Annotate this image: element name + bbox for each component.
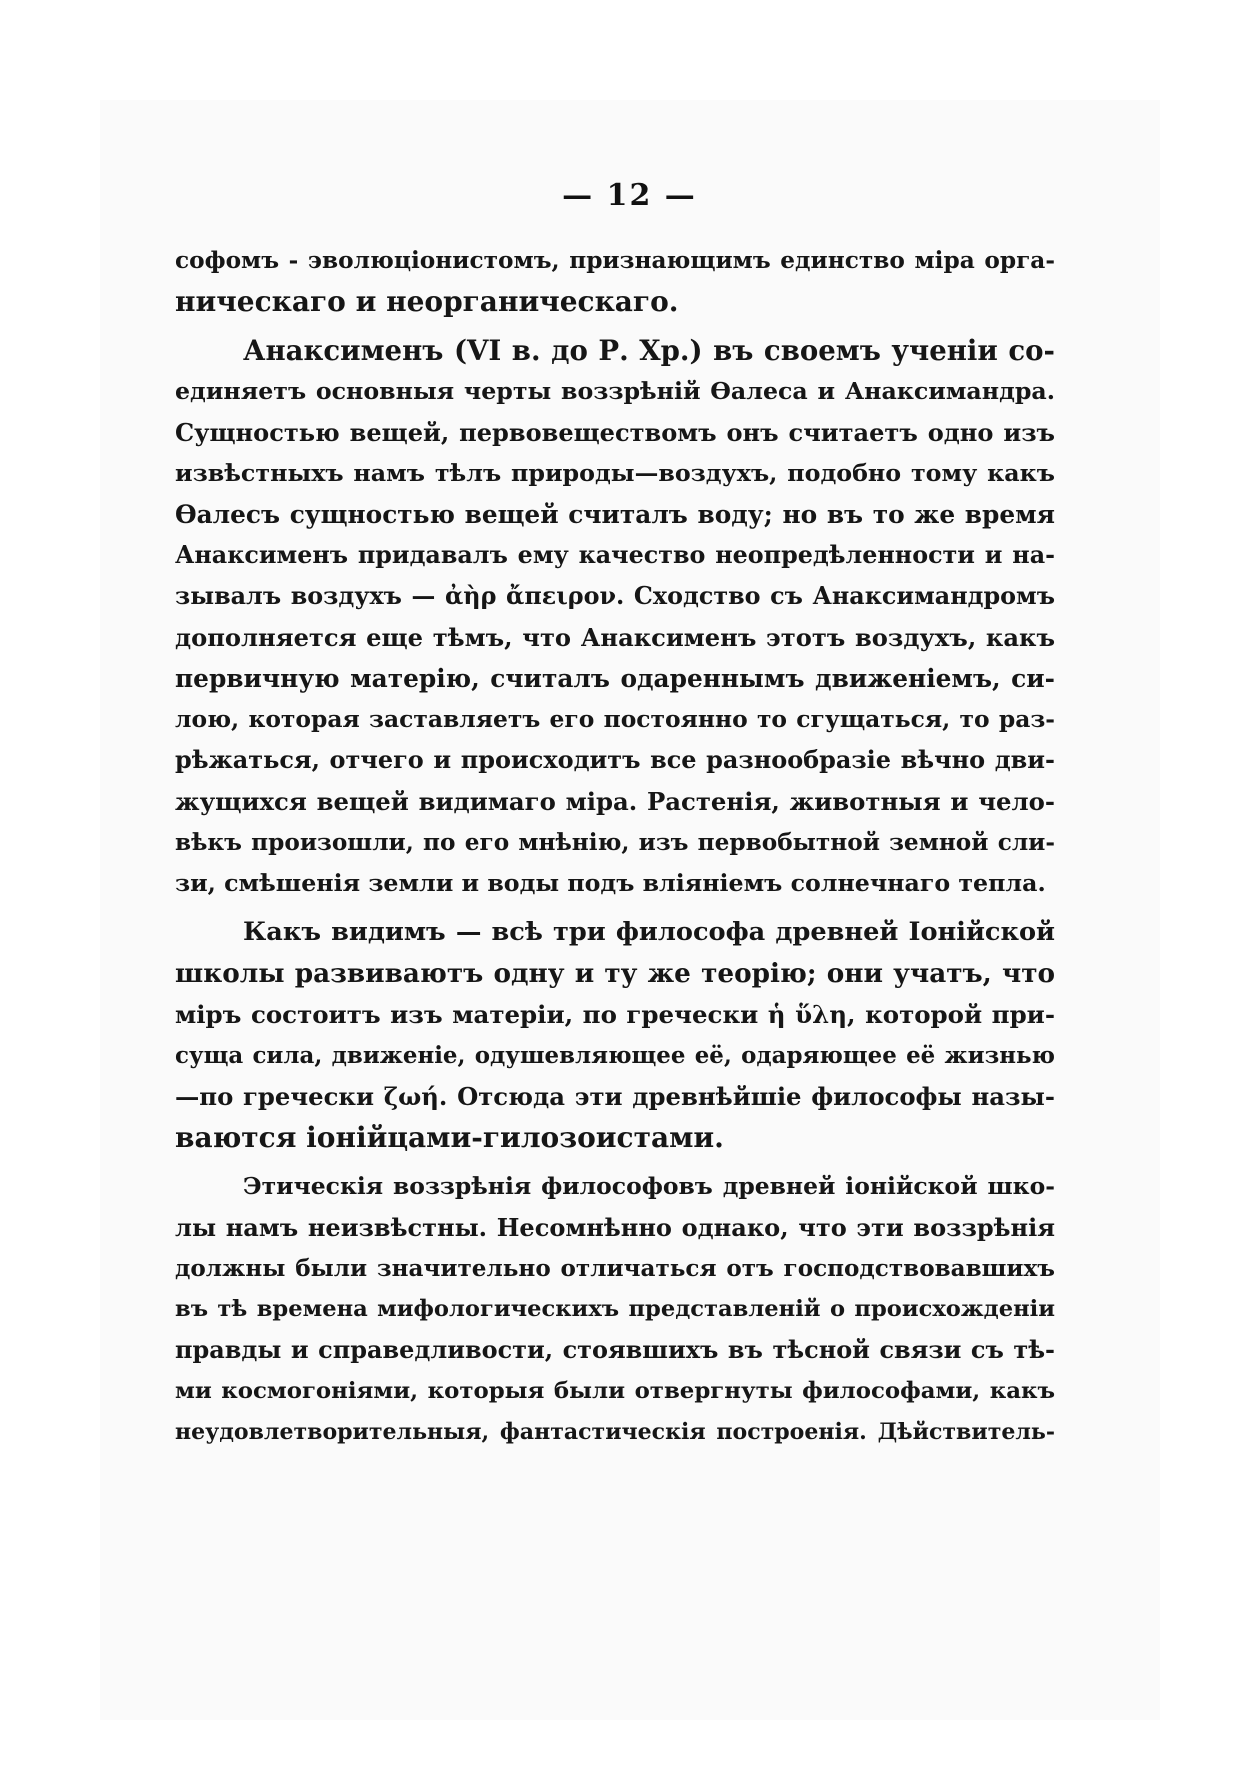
text-line: первичную матерію, считалъ одареннымъ движеніемъ, си- [175, 664, 1055, 693]
text-line: должны были значительно отличаться отъ господствовавшихъ [175, 1255, 1055, 1282]
text-line: лы намъ неизвѣстны. Несомнѣнно однако, что эти воззрѣнія [175, 1213, 1055, 1242]
paragraph-gap [175, 1158, 1055, 1166]
text-line: въ тѣ времена мифологическихъ представленій о происхожденіи [175, 1296, 1055, 1322]
body-text [175, 240, 1055, 1453]
text-line: зывалъ воздухъ — ἀὴρ ἄπειρον. Сходство съ Анаксимандромъ [175, 582, 1055, 610]
text-line: школы развиваютъ одну и ту же теорію; они учатъ, что [175, 958, 1055, 989]
text-line: лою, которая заставляетъ его постоянно то сгущаться, то раз- [175, 705, 1055, 733]
text-line: извѣстныхъ намъ тѣлъ природы—воздухъ, подобно тому какъ [175, 459, 1055, 487]
text-line: Анаксименъ придавалъ ему качество неопредѣленности и на- [175, 541, 1055, 569]
text-line: ническаго и неорганическаго. [175, 285, 679, 318]
text-line: суща сила, движеніе, одушевляющее её, одаряющее её жизнью [175, 1042, 1055, 1069]
text-line: —по гречески ζωή. Отсюда эти древнѣйшіе философы назы- [175, 1082, 1055, 1111]
page-number: — 12 — [562, 178, 697, 213]
text-line: Өалесъ сущностью вещей считалъ воду; но въ то же время [175, 500, 1055, 529]
text-line: Какъ видимъ — всѣ три философа древней Іонійской [243, 917, 1055, 947]
text-line: міръ состоитъ изъ матеріи, по гречески ἡ ὕλη, которой при- [175, 1000, 1055, 1029]
text-line: дополняется еще тѣмъ, что Анаксименъ этотъ воздухъ, какъ [175, 623, 1055, 652]
text-line: Этическія воззрѣнія философовъ древней іонійской шко- [243, 1172, 1055, 1200]
text-line: вѣкъ произошли, по его мнѣнію, изъ первобытной земной сли- [175, 829, 1055, 856]
text-line: правды и справедливости, стоявшихъ въ тѣсной связи съ тѣ- [175, 1336, 1055, 1364]
text-line: рѣжаться, отчего и происходитъ все разнообразіе вѣчно дви- [175, 746, 1055, 774]
text-line: ми космогоніями, которыя были отвергнуты философами, какъ [175, 1378, 1055, 1404]
text-line: зи, смѣшенія земли и воды подъ вліяніемъ солнечнаго тепла. [175, 869, 1046, 897]
text-line: Сущностью вещей, первовеществомъ онъ считаетъ одно изъ [175, 418, 1055, 447]
text-line: единяетъ основныя черты воззрѣній Өалеса и Анаксимандра. [175, 377, 1055, 405]
text-line: софомъ - эволюціонистомъ, признающимъ единство міра орга- [175, 247, 1055, 274]
text-line: жущихся вещей видимаго міра. Растенія, животныя и чело- [175, 787, 1055, 816]
text-line: Анаксименъ (VI в. до Р. Хр.) въ своемъ ученіи со- [243, 334, 1055, 367]
paragraph-gap [175, 322, 1055, 330]
paragraph-gap [175, 904, 1055, 912]
text-line: неудовлетворительныя, фантастическія построенія. Дѣйствитель- [175, 1419, 1055, 1445]
text-line: ваются іонійцами-гилозоистами. [175, 1121, 724, 1154]
